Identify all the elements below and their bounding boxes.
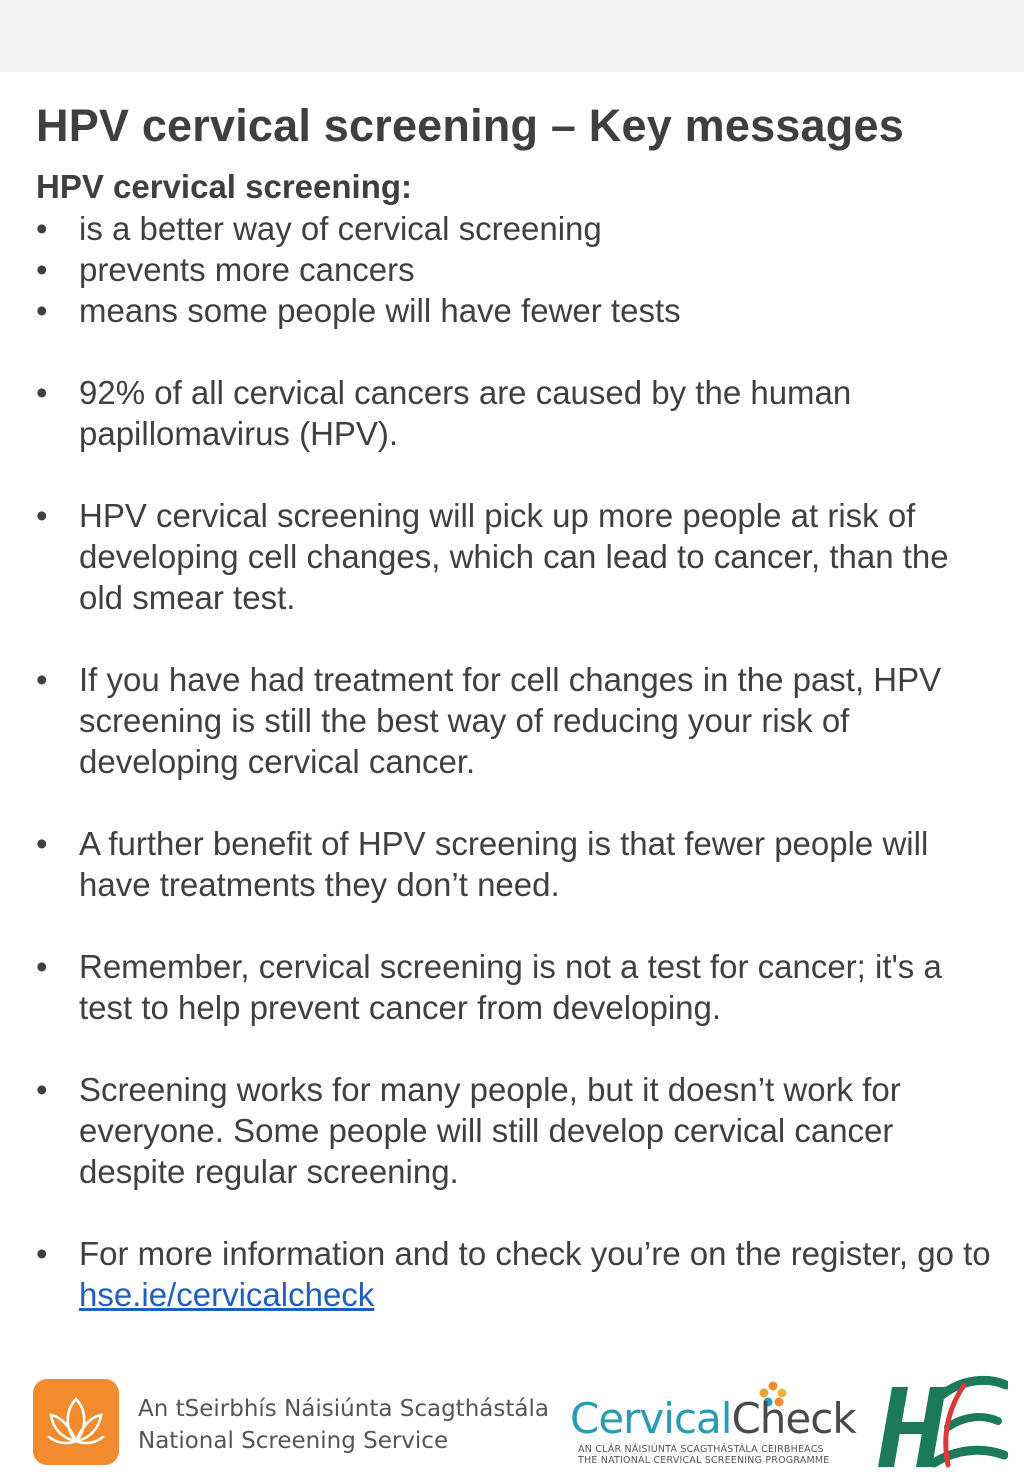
content — [0, 208, 1024, 1315]
hse-logo-icon — [878, 1375, 1008, 1473]
list-item: • is a better way of cervical screening — [36, 210, 602, 247]
list-item: • prevents more cancers — [36, 251, 415, 288]
list-item: • A further benefit of HPV screening is that fewer people will have treatments they don’t need. — [36, 825, 929, 903]
intro-list — [0, 208, 1024, 331]
bullet: • — [36, 948, 48, 985]
bullet: • — [36, 374, 48, 411]
bullet: • — [36, 210, 48, 247]
footer-logos — [0, 1365, 1024, 1479]
list-item: • If you have had treatment for cell changes in the past, HPV screening is still the best way of reducing your risk of developing cervical cancer. — [36, 661, 942, 780]
national-screening-service-logo-icon — [33, 1379, 119, 1465]
list-item: • Remember, cervical screening is not a test for cancer; it's a test to help prevent cancer from developing. — [36, 948, 942, 1026]
cervicalcheck-tagline: AN CLÁR NÁISIÚNTA SCAGTHÁSTÁLA CEIRBHEACS THE NATIONAL CERVICAL SCREENING PROGRAMME — [578, 1444, 830, 1466]
subtitle: HPV cervical screening: — [36, 168, 413, 205]
bullet: • — [36, 1071, 48, 1108]
cervicalcheck-link[interactable]: hse.ie/cervicalcheck — [79, 1276, 375, 1313]
bullet: • — [36, 251, 48, 288]
bullet: • — [36, 292, 48, 329]
list-item: • means some people will have fewer tests — [36, 292, 681, 329]
list-item: • Screening works for many people, but it doesn’t work for everyone. Some people will still develop cervical cancer despite regular screening. — [36, 1071, 901, 1190]
bullet: • — [36, 825, 48, 862]
list-item: • HPV cervical screening will pick up more people at risk of developing cell changes, which can lead to cancer, than the old smear test. — [36, 497, 949, 616]
bullet: • — [36, 497, 48, 534]
page-title: HPV cervical screening – Key messages — [36, 100, 904, 151]
cervicalcheck-wordmark: CervicalCheck — [570, 1394, 856, 1443]
top-band — [0, 0, 1024, 72]
bullet: • — [36, 661, 48, 698]
list-item: • 92% of all cervical cancers are caused by the human papillomavirus (HPV). — [36, 374, 852, 452]
key-messages-list — [0, 372, 1024, 1315]
list-item-more-info: • For more information and to check you’re on the register, go to hse.ie/cervicalcheck — [36, 1235, 991, 1313]
nss-wordmark: An tSeirbhís Náisiúnta Scagthástála National Screening Service — [138, 1396, 549, 1454]
bullet: • — [36, 1235, 48, 1272]
